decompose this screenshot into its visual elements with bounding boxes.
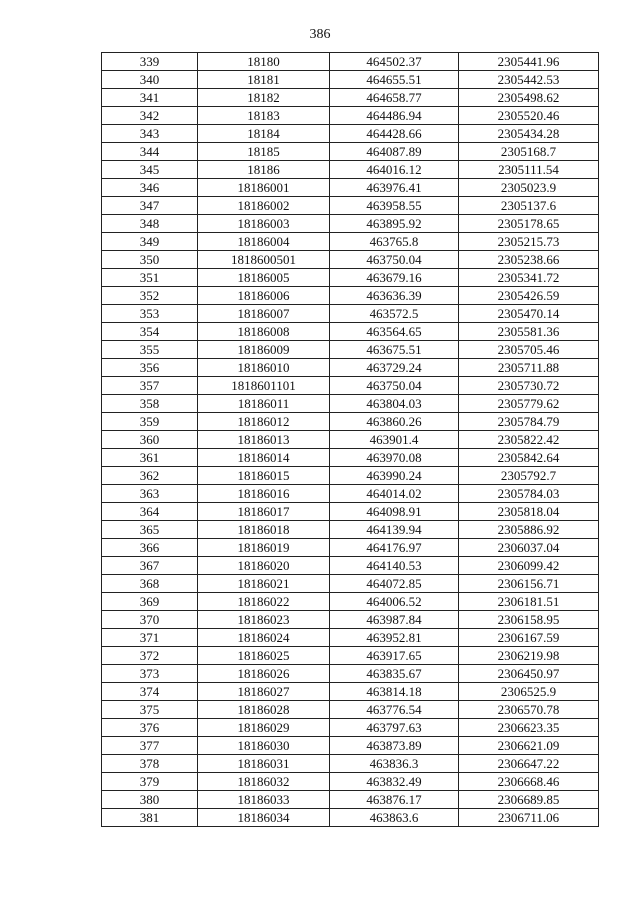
row-number-cell: 353 [102, 305, 198, 323]
point-id-cell: 18186017 [198, 503, 330, 521]
table-row [102, 683, 599, 701]
row-number-cell: 372 [102, 647, 198, 665]
point-id-cell: 18186009 [198, 341, 330, 359]
y-coordinate-cell: 2305886.92 [459, 521, 599, 539]
x-coordinate-cell: 463970.08 [330, 449, 459, 467]
table-row [102, 719, 599, 737]
row-number-cell: 374 [102, 683, 198, 701]
x-coordinate-cell: 464176.97 [330, 539, 459, 557]
x-coordinate-cell: 464658.77 [330, 89, 459, 107]
point-id-cell: 18186020 [198, 557, 330, 575]
x-coordinate-cell: 463679.16 [330, 269, 459, 287]
x-coordinate-cell: 464006.52 [330, 593, 459, 611]
x-coordinate-cell: 463860.26 [330, 413, 459, 431]
y-coordinate-cell: 2306219.98 [459, 647, 599, 665]
row-number-cell: 380 [102, 791, 198, 809]
y-coordinate-cell: 2305520.46 [459, 107, 599, 125]
x-coordinate-cell: 463873.89 [330, 737, 459, 755]
y-coordinate-cell: 2305178.65 [459, 215, 599, 233]
y-coordinate-cell: 2306158.95 [459, 611, 599, 629]
row-number-cell: 369 [102, 593, 198, 611]
table-row [102, 593, 599, 611]
point-id-cell: 1818600501 [198, 251, 330, 269]
x-coordinate-cell: 463835.67 [330, 665, 459, 683]
row-number-cell: 352 [102, 287, 198, 305]
y-coordinate-cell: 2305784.03 [459, 485, 599, 503]
point-id-cell: 18186002 [198, 197, 330, 215]
x-coordinate-cell: 463636.39 [330, 287, 459, 305]
table-row [102, 71, 599, 89]
row-number-cell: 363 [102, 485, 198, 503]
table-row [102, 287, 599, 305]
x-coordinate-cell: 463990.24 [330, 467, 459, 485]
row-number-cell: 344 [102, 143, 198, 161]
point-id-cell: 18186015 [198, 467, 330, 485]
x-coordinate-cell: 463863.6 [330, 809, 459, 827]
table-row [102, 359, 599, 377]
x-coordinate-cell: 463895.92 [330, 215, 459, 233]
y-coordinate-cell: 2305441.96 [459, 53, 599, 71]
table-row [102, 251, 599, 269]
row-number-cell: 377 [102, 737, 198, 755]
y-coordinate-cell: 2306181.51 [459, 593, 599, 611]
row-number-cell: 358 [102, 395, 198, 413]
y-coordinate-cell: 2305442.53 [459, 71, 599, 89]
y-coordinate-cell: 2305215.73 [459, 233, 599, 251]
point-id-cell: 18186021 [198, 575, 330, 593]
table-row [102, 503, 599, 521]
x-coordinate-cell: 464428.66 [330, 125, 459, 143]
x-coordinate-cell: 463765.8 [330, 233, 459, 251]
point-id-cell: 18186018 [198, 521, 330, 539]
x-coordinate-cell: 463876.17 [330, 791, 459, 809]
y-coordinate-cell: 2305818.04 [459, 503, 599, 521]
x-coordinate-cell: 464072.85 [330, 575, 459, 593]
point-id-cell: 18186023 [198, 611, 330, 629]
row-number-cell: 375 [102, 701, 198, 719]
point-id-cell: 18186003 [198, 215, 330, 233]
row-number-cell: 345 [102, 161, 198, 179]
table-row [102, 629, 599, 647]
row-number-cell: 366 [102, 539, 198, 557]
y-coordinate-cell: 2306623.35 [459, 719, 599, 737]
x-coordinate-cell: 463776.54 [330, 701, 459, 719]
x-coordinate-cell: 463564.65 [330, 323, 459, 341]
table-row [102, 647, 599, 665]
row-number-cell: 349 [102, 233, 198, 251]
row-number-cell: 350 [102, 251, 198, 269]
row-number-cell: 370 [102, 611, 198, 629]
y-coordinate-cell: 2305470.14 [459, 305, 599, 323]
point-id-cell: 18186031 [198, 755, 330, 773]
x-coordinate-cell: 464486.94 [330, 107, 459, 125]
y-coordinate-cell: 2306525.9 [459, 683, 599, 701]
x-coordinate-cell: 463797.63 [330, 719, 459, 737]
row-number-cell: 362 [102, 467, 198, 485]
table-row [102, 377, 599, 395]
x-coordinate-cell: 463958.55 [330, 197, 459, 215]
row-number-cell: 355 [102, 341, 198, 359]
x-coordinate-cell: 463729.24 [330, 359, 459, 377]
page-number: 386 [309, 27, 331, 42]
x-coordinate-cell: 463952.81 [330, 629, 459, 647]
table-row [102, 665, 599, 683]
point-id-cell: 18186016 [198, 485, 330, 503]
x-coordinate-cell: 464140.53 [330, 557, 459, 575]
row-number-cell: 347 [102, 197, 198, 215]
row-number-cell: 348 [102, 215, 198, 233]
row-number-cell: 343 [102, 125, 198, 143]
table-row [102, 215, 599, 233]
y-coordinate-cell: 2305792.7 [459, 467, 599, 485]
table-row [102, 179, 599, 197]
table-row [102, 521, 599, 539]
row-number-cell: 359 [102, 413, 198, 431]
point-id-cell: 18186030 [198, 737, 330, 755]
x-coordinate-cell: 463750.04 [330, 377, 459, 395]
row-number-cell: 342 [102, 107, 198, 125]
row-number-cell: 376 [102, 719, 198, 737]
x-coordinate-cell: 463917.65 [330, 647, 459, 665]
x-coordinate-cell: 463750.04 [330, 251, 459, 269]
y-coordinate-cell: 2305137.6 [459, 197, 599, 215]
table-row [102, 791, 599, 809]
point-id-cell: 18186034 [198, 809, 330, 827]
y-coordinate-cell: 2305581.36 [459, 323, 599, 341]
row-number-cell: 361 [102, 449, 198, 467]
row-number-cell: 354 [102, 323, 198, 341]
x-coordinate-cell: 464087.89 [330, 143, 459, 161]
table-row [102, 89, 599, 107]
table-row [102, 773, 599, 791]
point-id-cell: 18186008 [198, 323, 330, 341]
table-row [102, 755, 599, 773]
point-id-cell: 18186010 [198, 359, 330, 377]
point-id-cell: 18186011 [198, 395, 330, 413]
table-row [102, 53, 599, 71]
y-coordinate-cell: 2306156.71 [459, 575, 599, 593]
table-row [102, 197, 599, 215]
y-coordinate-cell: 2305705.46 [459, 341, 599, 359]
table-row [102, 413, 599, 431]
y-coordinate-cell: 2306647.22 [459, 755, 599, 773]
table-row [102, 431, 599, 449]
x-coordinate-cell: 463675.51 [330, 341, 459, 359]
point-id-cell: 18186014 [198, 449, 330, 467]
row-number-cell: 378 [102, 755, 198, 773]
row-number-cell: 379 [102, 773, 198, 791]
table-row [102, 161, 599, 179]
x-coordinate-cell: 464502.37 [330, 53, 459, 71]
y-coordinate-cell: 2305111.54 [459, 161, 599, 179]
x-coordinate-cell: 463987.84 [330, 611, 459, 629]
table-row [102, 395, 599, 413]
x-coordinate-cell: 463901.4 [330, 431, 459, 449]
coordinates-table [101, 52, 599, 827]
table-row [102, 107, 599, 125]
table-row [102, 233, 599, 251]
y-coordinate-cell: 2305168.7 [459, 143, 599, 161]
table-row [102, 611, 599, 629]
row-number-cell: 365 [102, 521, 198, 539]
point-id-cell: 18183 [198, 107, 330, 125]
point-id-cell: 1818601101 [198, 377, 330, 395]
x-coordinate-cell: 464016.12 [330, 161, 459, 179]
point-id-cell: 18186027 [198, 683, 330, 701]
y-coordinate-cell: 2306099.42 [459, 557, 599, 575]
row-number-cell: 368 [102, 575, 198, 593]
point-id-cell: 18185 [198, 143, 330, 161]
point-id-cell: 18186004 [198, 233, 330, 251]
table-row [102, 305, 599, 323]
y-coordinate-cell: 2305842.64 [459, 449, 599, 467]
y-coordinate-cell: 2305341.72 [459, 269, 599, 287]
y-coordinate-cell: 2305711.88 [459, 359, 599, 377]
point-id-cell: 18186007 [198, 305, 330, 323]
coordinates-table-body [102, 53, 599, 827]
x-coordinate-cell: 463836.3 [330, 755, 459, 773]
table-row [102, 125, 599, 143]
table-row [102, 557, 599, 575]
table-row [102, 575, 599, 593]
y-coordinate-cell: 2305238.66 [459, 251, 599, 269]
table-row [102, 809, 599, 827]
x-coordinate-cell: 464098.91 [330, 503, 459, 521]
y-coordinate-cell: 2305822.42 [459, 431, 599, 449]
point-id-cell: 18186028 [198, 701, 330, 719]
y-coordinate-cell: 2305426.59 [459, 287, 599, 305]
point-id-cell: 18184 [198, 125, 330, 143]
y-coordinate-cell: 2306167.59 [459, 629, 599, 647]
point-id-cell: 18186001 [198, 179, 330, 197]
table-row [102, 449, 599, 467]
point-id-cell: 18186 [198, 161, 330, 179]
row-number-cell: 339 [102, 53, 198, 71]
row-number-cell: 381 [102, 809, 198, 827]
row-number-cell: 367 [102, 557, 198, 575]
x-coordinate-cell: 464139.94 [330, 521, 459, 539]
y-coordinate-cell: 2306037.04 [459, 539, 599, 557]
y-coordinate-cell: 2305730.72 [459, 377, 599, 395]
y-coordinate-cell: 2305784.79 [459, 413, 599, 431]
x-coordinate-cell: 464655.51 [330, 71, 459, 89]
row-number-cell: 364 [102, 503, 198, 521]
table-row [102, 737, 599, 755]
table-row [102, 269, 599, 287]
table-row [102, 539, 599, 557]
row-number-cell: 340 [102, 71, 198, 89]
point-id-cell: 18180 [198, 53, 330, 71]
table-row [102, 485, 599, 503]
row-number-cell: 371 [102, 629, 198, 647]
y-coordinate-cell: 2305434.28 [459, 125, 599, 143]
y-coordinate-cell: 2306689.85 [459, 791, 599, 809]
point-id-cell: 18186012 [198, 413, 330, 431]
row-number-cell: 360 [102, 431, 198, 449]
y-coordinate-cell: 2305023.9 [459, 179, 599, 197]
table-row [102, 323, 599, 341]
point-id-cell: 18186019 [198, 539, 330, 557]
point-id-cell: 18186005 [198, 269, 330, 287]
x-coordinate-cell: 463814.18 [330, 683, 459, 701]
row-number-cell: 351 [102, 269, 198, 287]
point-id-cell: 18186033 [198, 791, 330, 809]
point-id-cell: 18186013 [198, 431, 330, 449]
y-coordinate-cell: 2306450.97 [459, 665, 599, 683]
x-coordinate-cell: 463832.49 [330, 773, 459, 791]
row-number-cell: 373 [102, 665, 198, 683]
row-number-cell: 356 [102, 359, 198, 377]
row-number-cell: 341 [102, 89, 198, 107]
point-id-cell: 18182 [198, 89, 330, 107]
point-id-cell: 18186006 [198, 287, 330, 305]
row-number-cell: 357 [102, 377, 198, 395]
point-id-cell: 18186022 [198, 593, 330, 611]
y-coordinate-cell: 2306621.09 [459, 737, 599, 755]
table-row [102, 467, 599, 485]
x-coordinate-cell: 463976.41 [330, 179, 459, 197]
y-coordinate-cell: 2306570.78 [459, 701, 599, 719]
point-id-cell: 18186026 [198, 665, 330, 683]
y-coordinate-cell: 2305779.62 [459, 395, 599, 413]
table-row [102, 143, 599, 161]
x-coordinate-cell: 463804.03 [330, 395, 459, 413]
point-id-cell: 18186029 [198, 719, 330, 737]
point-id-cell: 18186024 [198, 629, 330, 647]
y-coordinate-cell: 2306711.06 [459, 809, 599, 827]
table-row [102, 341, 599, 359]
x-coordinate-cell: 463572.5 [330, 305, 459, 323]
y-coordinate-cell: 2306668.46 [459, 773, 599, 791]
row-number-cell: 346 [102, 179, 198, 197]
point-id-cell: 18186032 [198, 773, 330, 791]
y-coordinate-cell: 2305498.62 [459, 89, 599, 107]
point-id-cell: 18181 [198, 71, 330, 89]
point-id-cell: 18186025 [198, 647, 330, 665]
table-row [102, 701, 599, 719]
x-coordinate-cell: 464014.02 [330, 485, 459, 503]
